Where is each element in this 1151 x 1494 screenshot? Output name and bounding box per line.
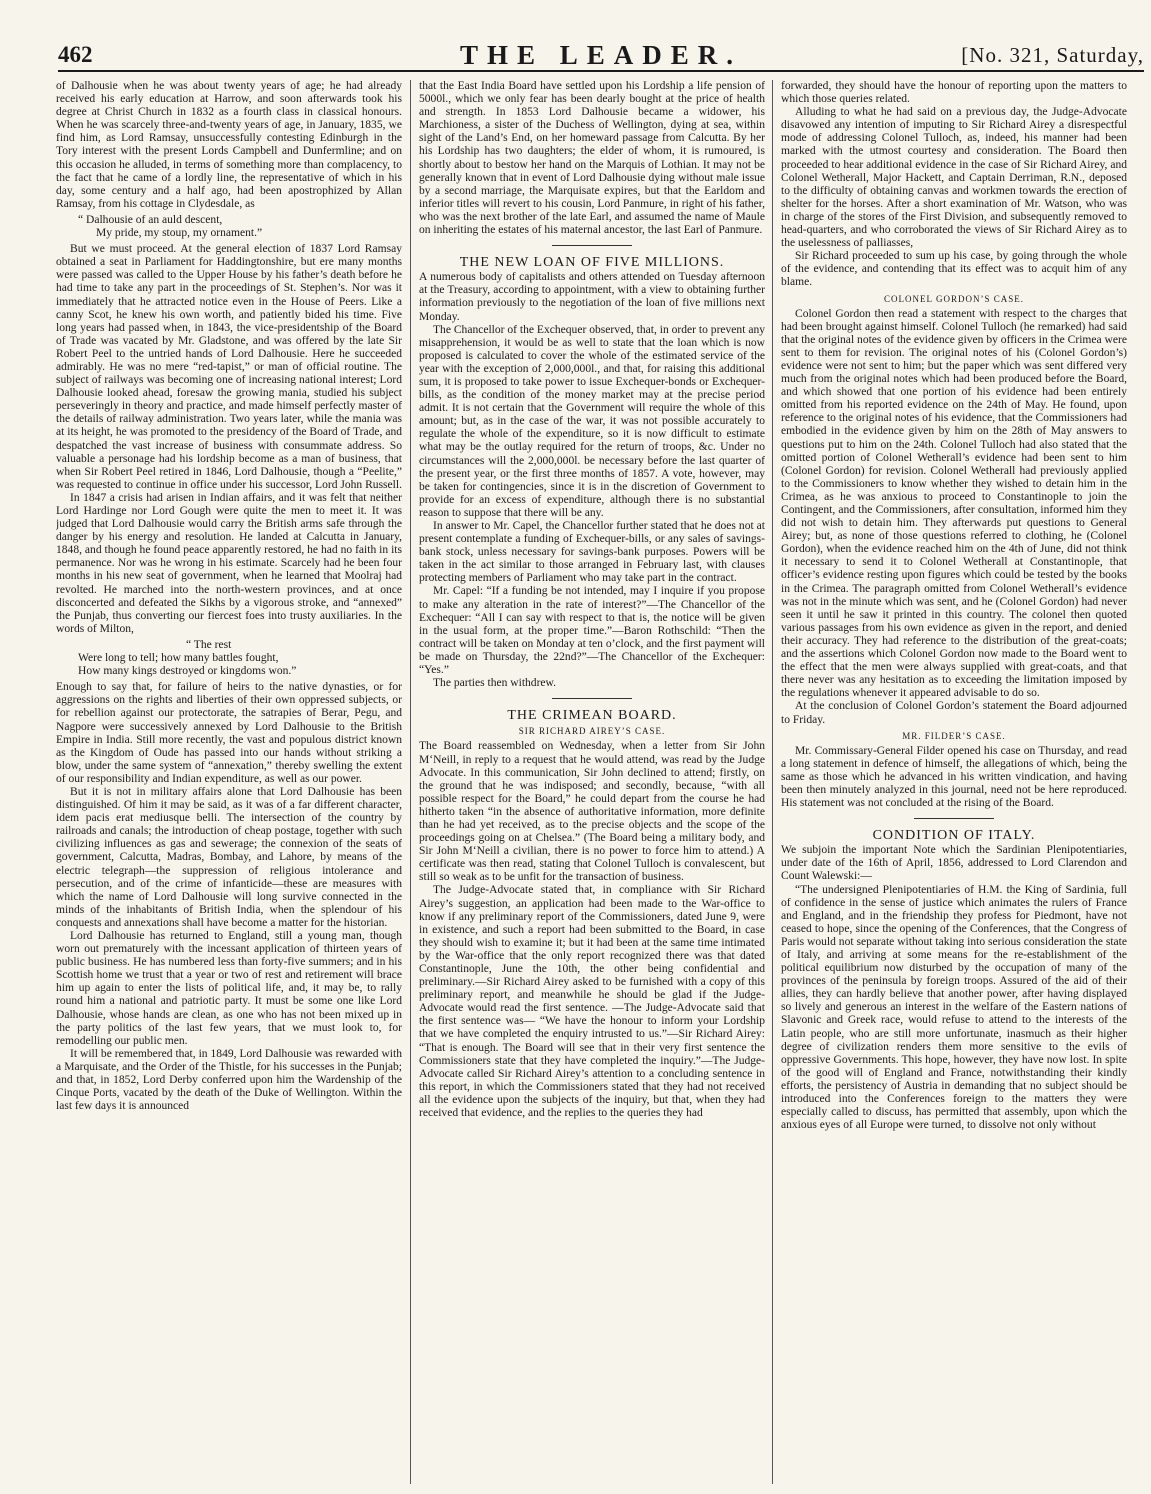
paragraph: The parties then withdrew. [433,677,557,690]
issue-info: [No. 321, Saturday, [961,43,1144,67]
paragraph: Lord Dalhousie has returned to England, still a young man, though worn out prematurely with the incessant application of thirteen years of public business. He has numbered less than forty-five summers; and in his Scottish home we trust that a year or two of rest and retirement will brace him up again to enter the lists of political life, and, it may be, to rally round him a national and patriotic party. It must be some one like Lord Dalhousie, whose hands are clean, as one who has not been mixed up in the party politics of the last few years, that we must look to, for remodelling our public men. [56,930,402,1047]
paragraph: of Dalhousie when he was about twenty years of age; he had already received his early education at Harrow, and soon afterwards took his degree at Christ Church in 1832 as a fourth class in classical honours. When he was scarcely three-and-twenty years of age, in January, 1835, we find him, as Lord Ramsay, unsuccessfully contesting Edinburgh in the Tory interest with the present Lords Campbell and Dunfermline; and on this occasion he alluded, in terms of something more than complacency, to the fact that he came of a lordly line, the representative of which in his day, some century and a half ago, had been apostrophized by Allan Ramsay, from his cottage in Clydesdale, as [56,80,402,210]
verse-quote [56,214,402,240]
paragraph: Colonel Gordon then read a statement with respect to the charges that had been brought against himself. Colonel Tulloch (he remarked) had said that the original notes of the evidence given by officers in the Crimea were sent to them for revision. The original notes of his (Colonel Gordon’s) evidence were not sent to him; but the paper which was sent differed very much from the original notes which had been produced before the Board, and which showed that one portion of his evidence had been entirely omitted from his reported evidence on the 24th of May. He found, upon reference to the original notes of his evidence, that the Commissioners had embodied in the evidence given by him on the 28th of May answers to questions put to him on the 24th. Colonel Tulloch had also stated that the omitted portion of Colonel Wetherall’s evidence had been sent to him (Colonel Gordon) for revision. Colonel Wetherall had previously applied to the Commissioners to know whether they wished to detain him in the Crimea, as he was anxious to proceed to Constantinople to join the Contingent, and the Commissioners, after consultation, informed him they did not wish to detain him. They afterwards put questions to General Airey; but, as none of those questions referred to clothing, he (Colonel Gordon), when the evidence reached him on the 4th of June, did not think it necessary to send it to Colonel Wetherall at Constantinople, that officer’s evidence resting upon figures which could be tested by the books in the Crimea. The paragraph omitted from Colonel Wetherall’s evidence was not in the minute which was sent, and he (Colonel Gordon) had never seen it until he saw it printed in this country. The colonel then quoted various passages from his own evidence as given in the report, and denied their accuracy. They had reference to the distribution of the great-coats; and the assertions which Colonel Gordon now made to the Board went to the effect that the men were always supplied with great-coats, and that there never was any hesitation as to exceeding the limitation imposed by the regulations whenever it appeared advisable to do so. [781,307,1127,700]
heading-crimean-board: THE CRIMEAN BOARD. [507,708,677,724]
paragraph: In answer to Mr. Capel, the Chancellor further stated that he does not at present contemplate a funding of Exchequer-bills, or any sales of savings-bank stock, unless necessary for savings-bank purposes. Powers will be taken in the act similar to those arranged in February last, with clauses protecting members of Parliament who may take part in the contract. [419,520,765,585]
column-3 [781,80,1127,1484]
subheading-airey-case: SIR RICHARD AIREY’S CASE. [518,726,666,737]
verse-line: Were long to tell; how many battles fought, [78,652,279,665]
paragraph: In 1847 a crisis had arisen in Indian affairs, and it was felt that neither Lord Hardinge nor Lord Gough were quite the men to meet it. It was judged that Lord Dalhousie would carry the British arms safe through the danger by his energy and resolution. He landed at Calcutta in January, 1848, and though he found peace apparently restored, he had no faith in its permanence. Nor was he wrong in his estimate. Scarcely had he been four months in his new seat of government, when he learned that Moolraj had revolted. He marched into the north-western provinces, and at once disconcerted and defeated the Sikhs by a vigorous stroke, and “annexed” the Punjab, thus converting our fiercest foes into trusty auxiliaries. In the words of Milton, [56,491,402,635]
heading-condition-of-italy: CONDITION OF ITALY. [872,828,1036,844]
subheading-filder-case: MR. FILDER’S CASE. [902,730,1006,741]
section-separator [552,245,632,246]
verse-line: “ The rest [186,638,232,651]
section-separator [552,698,632,699]
paragraph: The Judge-Advocate stated that, in compliance with Sir Richard Airey’s suggestion, an application had been made to the War-office to know if any preliminary report of the Commissioners, dated June 9, were in existence, and such a report had been submitted to the Board, in case they should wish to examine it; but it had been at the same time intimated by the War-office that the only report recognized there was that dated Constantinople, June the 10th, the other being confidential and preliminary.—Sir Richard Airey asked to be furnished with a copy of this preliminary report, and meanwhile he should be glad if the Judge-Advocate would read the first sentence. —The Judge-Advocate said that the first sentence was— “We have the honour to inform your Lordship that we have completed the enquiry intrusted to us.”—Sir Richard Airey: “That is enough. The Board will see that in their very first sentence the Commissioners state that they have completed the inquiry.”—The Judge-Advocate called Sir Richard Airey’s attention to a concluding sentence in this report, in which the Commissioners stated that they had not received all the evidence upon the subjects of the inquiry, but that, when they had received that evidence, and the replies to the queries they had [419,884,765,1120]
paragraph: Mr. Capel: “If a funding be not intended, may I inquire if you propose to make any alteration in the rate of interest?”—The Chancellor of the Exchequer: “All I can say with respect to that is, the notice will be given in the usual form, at the proper time.”—Baron Rothschild: “Then the contract will be taken on Monday at ten o’clock, and the first payment will be made on Thursday, the 22nd?”—The Chancellor of the Exchequer: “Yes.” [419,585,765,677]
paragraph: Enough to say that, for failure of heirs to the native dynasties, or for aggressions on the rights and liberties of their own oppressed subjects, or for rebellion against our protectorate, the satrapies of Berar, Pegu, and Nagpore were successively annexed by Lord Dalhousie to the British Empire in India. Still more recently, the vast and populous district known as the Kingdom of Oude has passed into our hands without striking a blow, under the same system of “annexation,” thereby swelling the extent of our responsibility and Indian expenditure, as well as our power. [56,681,402,785]
newspaper-title: THE LEADER. [459,40,743,70]
subheading-gordon-case: COLONEL GORDON’S CASE. [884,293,1024,304]
paragraph: The Board reassembled on Wednesday, when a letter from Sir John M‘Neill, in reply to a request that he would attend, was read by the Judge Advocate. In this communication, Sir John declined to attend; firstly, on the ground that he was indisposed; and secondly, because, “with all possible respect for the Board,” he could depart from the course he had hitherto taken “in the absence of authoritative information, more definite than he had yet received, as to the precise objects and the scope of the proceedings going on at Chelsea.” (The Board being a military body, and Sir John M‘Neill a civilian, there is no power to force him to attend.) A certificate was then read, stating that Colonel Tulloch is convalescent, but still so weak as to be unfit for the transaction of business. [419,740,765,884]
page-number: 462 [58,42,93,67]
heading-new-loan: THE NEW LOAN OF FIVE MILLIONS. [459,255,725,271]
verse-line: “ Dalhousie of an auld descent, [78,213,223,226]
paragraph: The Chancellor of the Exchequer observed, that, in order to prevent any misapprehension, it would be as well to state that the loan which is now proposed is calculated to cover the whole of the estimated service of the year with the exception of 2,000,000l., and that, for raising this additional sum, it is proposed to take power to issue Exchequer-bonds or Exchequer-bills, as the condition of the money market may at the precise period admit. It is not certain that the Government will require the whole of this amount; but, as in the case of the war, it was not possible accurately to regulate the whole of the expenditure, so it is now difficult to estimate what may be the outlay required for the return of troops, &c. Under no circumstances will the 2,000,000l. be necessary before the last quarter of the present year, or the first three months of 1857. A vote, however, may be taken for contingencies, since it is in the discretion of Government to provide for an excess of expenditure, although there is no substantial reason to suppose that there will be any. [419,323,765,519]
verse-line: How many kings destroyed or kingdoms won.” [78,665,297,678]
column-2 [419,80,765,1484]
paragraph: Alluding to what he had said on a previous day, the Judge-Advocate disavowed any intention of imputing to Sir Richard Airey a disrespectful mode of addressing Colonel Tulloch, as, indeed, his manner had been marked with the utmost courtesy and consideration. The Board then proceeded to hear additional evidence in the case of Sir Richard Airey, and Colonel Wetherall, Major Hackett, and Captain Derriman, R.N., deposed to the difficulty of obtaining canvas and workmen towards the erection of shelter for the horses. After a short examination of Mr. Watson, who was in charge of the stores of the First Division, and subsequently removed to head-quarters, and who corroborated the views of Sir Richard Airey as to the uselessness of palliasses, [781,106,1127,250]
verse-line: My pride, my stoup, my ornament.” [96,227,263,240]
paragraph: But we must proceed. At the general election of 1837 Lord Ramsay obtained a seat in Parliament for Haddingtonshire, but ere many months were passed was called to the Upper House by his father’s death before he had time to take any part in the proceedings of St. Stephen’s. Nor was it immediately that he attracted notice even in the House of Peers. Like a canny Scot, he knew his own worth, and patiently bided his time. Five long years had passed when, in 1843, the vice-presidentship of the Board of Trade was vacated by Mr. Gladstone, and was offered by the late Sir Robert Peel to the untried hands of Lord Dalhousie. Here he succeeded admirably. He was no mere “red-tapist,” or man of official routine. The subject of railways was becoming one of increasing national interest; Lord Dalhousie looked ahead, foresaw the growing mania, studied his subject perseveringly in theory and practice, and made himself perfectly master of the details of railway administration. Two years later, while the mania was at its height, he was promoted to the presidency of the Board of Trade, and despatched the vast increase of business with consummate address. So valuable a personage had his lordship become as a man of business, that when Sir Robert Peel retired in 1846, Lord Dalhousie, though a “Peelite,” was requested to continue in office under his successor, Lord John Russell. [56,243,402,491]
section-separator [914,818,994,819]
paragraph: forwarded, they should have the honour of reporting upon the matters to which those queries related. [781,80,1127,106]
paragraph: But it is not in military affairs alone that Lord Dalhousie has been distinguished. Of him it may be said, as it was of a far different character, idem pacis erat mediusque belli. The intersection of the country by railroads and canals; the introduction of cheap postage, together with such civilizing influences as gas and sewerage; the connexion of the seats of government, Calcutta, Madras, Bombay, and Lahore, by means of the electric telegraph—the suppression of religious intolerance and persecution, and of the crime of infanticide—these are measures with which the name of Lord Dalhousie will long survive connected in the minds of the inhabitants of British India, when the splendour of his conquests and annexations shall have become a matter for the historian. [56,785,402,929]
paragraph: At the conclusion of Colonel Gordon’s statement the Board adjourned to Friday. [781,700,1127,726]
paragraph: It will be remembered that, in 1849, Lord Dalhousie was rewarded with a Marquisate, and the Order of the Thistle, for his successes in the Punjab; and that, in 1852, Lord Derby conferred upon him the Wardenship of the Cinque Ports, vacated by the death of the Duke of Wellington. Within the last few days it is announced [56,1047,402,1113]
column-divider [772,80,773,1484]
paragraph: Mr. Commissary-General Filder opened his case on Thursday, and read a long statement in defence of himself, the allegations of which, being the same as those which he advanced in his written vindication, and having been then minutely analyzed in this journal, need not be here reproduced. His statement was not concluded at the rising of the Board. [781,744,1127,810]
column-1 [56,80,402,1484]
column-divider [410,80,411,1484]
paragraph: “The undersigned Plenipotentiaries of H.M. the King of Sardinia, full of confidence in the sense of justice which animates the rulers of France and England, and in the friendship they profess for Piedmont, have not ceased to hope, since the opening of the Conferences, that the Congress of Paris would not separate without taking into serious consideration the state of Italy, and arriving at some means for the re-establishment of the political equilibrium now disturbed by the occupation of many of the provinces of the peninsula by foreign troops. Assured of the aid of their allies, they can hardly believe that another power, after having displayed so lively and generous an interest in the welfare of the Eastern nations of Slavonic and Greek race, would refuse to attend to the interests of the Latin people, who are still more unfortunate, inasmuch as their higher degree of civilization renders them more sensitive to the evils of oppressive Governments. This hope, however, they have now lost. In spite of the good will of England and France, notwithstanding their kindly efforts, the persistency of Austria in demanding that no subject should be introduced into the Conferences foreign to the matters they were especially called to discuss, has permitted that assembly, upon which the anxious eyes of all Europe were turned, to dissolve not only without [781,883,1127,1132]
paragraph: A numerous body of capitalists and others attended on Tuesday afternoon at the Treasury, according to appointment, with a view to obtaining further information previously to the negotiation of the loan of five millions next Monday. [419,271,765,323]
paragraph: Sir Richard proceeded to sum up his case, by going through the whole of the evidence, and contending that its effect was to acquit him of any blame. [781,250,1127,289]
verse-quote [56,639,402,678]
paragraph: We subjoin the important Note which the Sardinian Plenipotentiaries, under date of the 16th of April, 1856, addressed to Lord Clarendon and Count Walewski:— [781,844,1127,883]
masthead [58,40,1144,72]
paragraph: that the East India Board have settled upon his Lordship a life pension of 5000l., which we only fear has been dearly bought at the price of health and strength. In 1853 Lord Dalhousie became a widower, his Marchioness, a sister of the Duchess of Wellington, dying at sea, within sight of the Land’s End, on her homeward passage from Calcutta. By her his Lordship has two daughters; the elder of whom, it is rumoured, is shortly about to bestow her hand on the Marquis of Lothian. It may not be generally known that in event of Lord Dalhousie dying without male issue by a second marriage, the Marquisate expires, but that the Earldom and inferior titles will revert to his cousin, Lord Panmure, in right of his father, who was the next brother of the late Earl, and assumed the name of Maule on inheriting the estates of his maternal ancestor, the last Earl of Panmure. [419,80,765,237]
